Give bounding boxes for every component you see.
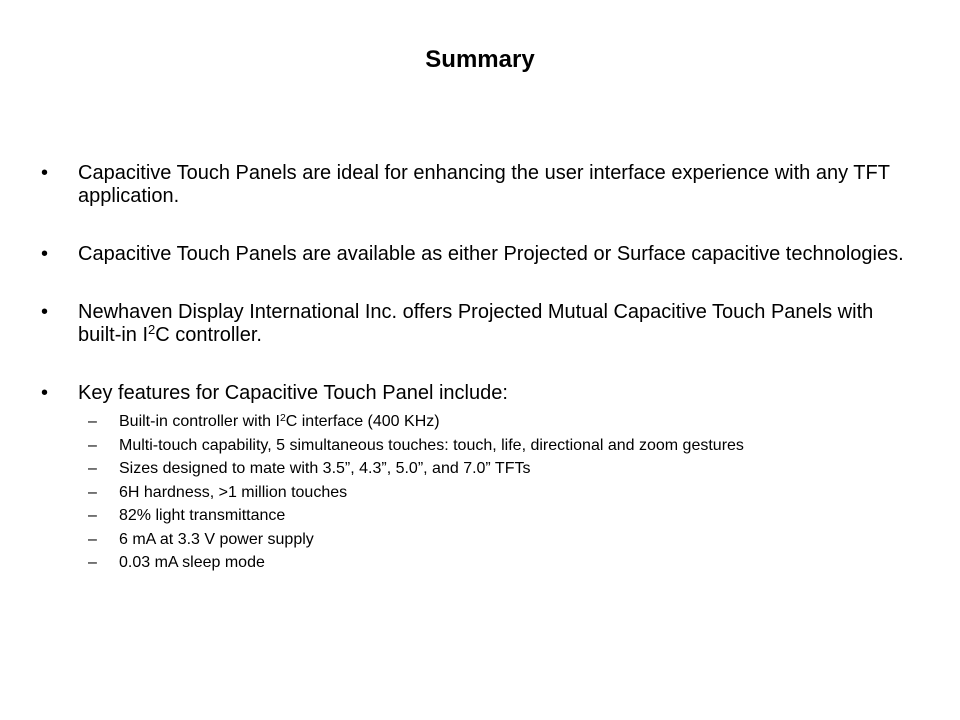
bullet-text: Capacitive Touch Panels are available as either Projected or Surface capacitive technologies. xyxy=(78,243,904,265)
sub-bullet-item xyxy=(88,504,920,528)
superscript: 2 xyxy=(148,322,156,338)
bullet-marker: • xyxy=(41,243,49,265)
sub-bullet-marker: – xyxy=(88,507,97,524)
sub-bullet-marker: – xyxy=(88,460,97,477)
bullet-marker: • xyxy=(41,301,49,323)
bullet-text-after: C controller. xyxy=(155,324,262,346)
sub-bullet-item xyxy=(88,551,920,575)
bullet-item xyxy=(0,162,960,208)
bullet-item xyxy=(0,382,960,575)
sub-bullet-text: 6 mA at 3.3 V power supply xyxy=(119,530,314,548)
bullet-list xyxy=(0,162,960,575)
sub-bullet-marker: – xyxy=(88,436,97,454)
sub-bullet-item xyxy=(88,434,920,458)
superscript: 2 xyxy=(279,412,286,424)
sub-bullet-marker: – xyxy=(88,413,97,430)
sub-bullet-text xyxy=(119,413,440,430)
bullet-text-before: Newhaven Display International Inc. offers Projected Mutual Capacitive Touch Panels with built-in I xyxy=(78,301,874,346)
bullet-text: Capacitive Touch Panels are ideal for enhancing the user interface experience with any TFT application. xyxy=(78,162,890,207)
sub-bullet-text: 6H hardness, >1 million touches xyxy=(119,483,348,501)
sub-bullet-item xyxy=(88,481,920,505)
bullet-item xyxy=(0,301,960,347)
sub-bullet-text: Sizes designed to mate with 3.5”, 4.3”, 5.0”, and 7.0” TFTs xyxy=(119,460,531,477)
sub-bullet-marker: – xyxy=(88,483,97,501)
sub-bullet-text: 0.03 mA sleep mode xyxy=(119,554,265,571)
sub-bullet-text-after: C interface (400 KHz) xyxy=(285,413,440,430)
bullet-text xyxy=(78,301,873,346)
sub-bullet-text: Multi-touch capability, 5 simultaneous touches: touch, life, directional and zoom gestures xyxy=(119,436,744,454)
bullet-item xyxy=(0,243,960,266)
sub-bullet-marker: – xyxy=(88,554,97,571)
sub-bullet-item xyxy=(88,528,920,552)
sub-bullet-text: 82% light transmittance xyxy=(119,507,286,524)
bullet-marker: • xyxy=(41,162,49,184)
sub-bullet-list xyxy=(78,410,920,575)
sub-bullet-item xyxy=(88,457,920,481)
slide-title: Summary xyxy=(425,46,535,73)
bullet-marker: • xyxy=(41,382,49,404)
sub-bullet-item xyxy=(88,410,920,434)
bullet-text: Key features for Capacitive Touch Panel include: xyxy=(78,382,508,404)
sub-bullet-marker: – xyxy=(88,530,97,548)
sub-bullet-text-before: Built-in controller with I xyxy=(119,413,280,430)
